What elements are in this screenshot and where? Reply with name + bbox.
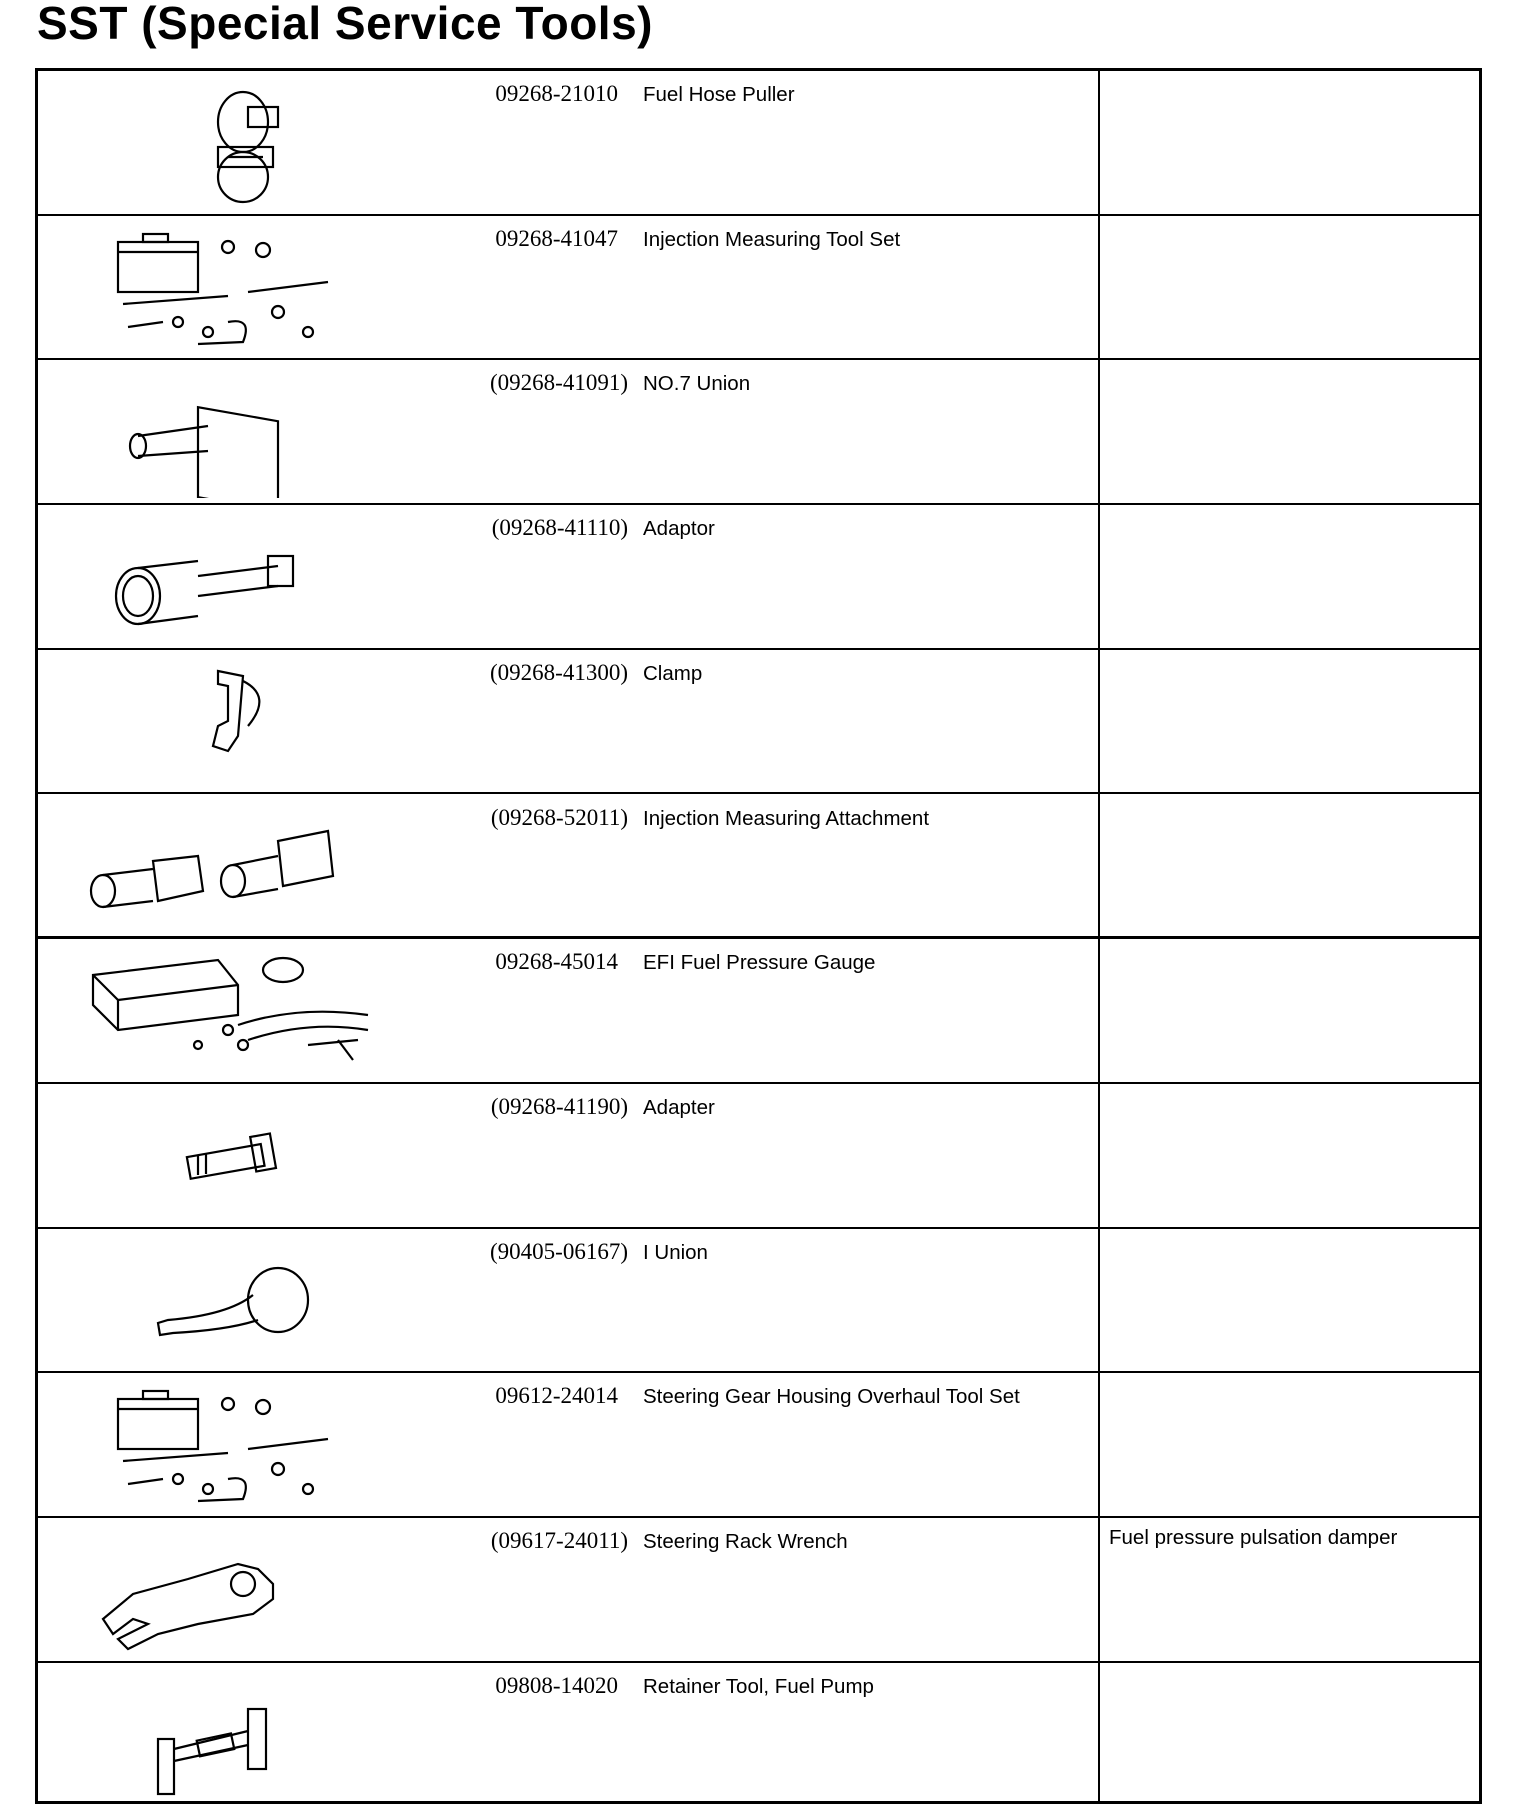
table-row — [38, 650, 1479, 795]
tool-name: Steering Rack Wrench — [643, 1530, 848, 1553]
part-number: (09268-41110) — [491, 515, 628, 541]
table-row — [38, 360, 1479, 505]
part-number: 09268-45014 — [495, 949, 618, 975]
tool-name: Injection Measuring Tool Set — [643, 227, 901, 251]
table-row — [38, 939, 1479, 1084]
clamp-icon — [78, 656, 408, 788]
tool-name: I Union — [643, 1240, 708, 1264]
union-icon — [78, 366, 408, 498]
part-number: (09268-41091) — [490, 370, 628, 396]
tool-name: Steering Gear Housing Overhaul Tool Set — [643, 1385, 1020, 1409]
tool-note: Fuel pressure pulsation damper — [1109, 1526, 1398, 1549]
tool-name: Retainer Tool, Fuel Pump — [643, 1674, 874, 1698]
bolt-adapter-icon — [78, 1090, 408, 1222]
part-number: (90405-06167) — [490, 1238, 628, 1264]
tool-name: Fuel Hose Puller — [643, 83, 795, 106]
part-number: 09268-21010 — [495, 81, 618, 106]
table-row — [38, 795, 1479, 940]
page-title: SST (Special Service Tools) — [37, 0, 653, 49]
part-number: 09612-24014 — [495, 1383, 618, 1409]
tool-name: Adaptor — [643, 517, 715, 541]
part-number: (09268-41300) — [490, 659, 628, 685]
sst-table — [35, 68, 1482, 1804]
tool-set-case-icon — [78, 222, 408, 354]
tool-name: EFI Fuel Pressure Gauge — [643, 951, 876, 975]
wrench-icon — [78, 1524, 408, 1656]
i-union-icon — [78, 1235, 408, 1367]
gauge-case-icon — [78, 945, 408, 1077]
fuel-hose-puller-icon — [78, 77, 408, 209]
part-number: (09617-24011) — [490, 1528, 628, 1553]
table-row — [38, 505, 1479, 650]
part-number: (09268-52011) — [490, 804, 628, 830]
tool-name: Clamp — [643, 661, 703, 685]
part-number: 09268-41047 — [495, 225, 618, 251]
attachment-icon — [78, 801, 408, 933]
tool-name: NO.7 Union — [643, 372, 751, 396]
part-number: 09808-14020 — [495, 1672, 618, 1698]
retainer-tool-icon — [78, 1669, 408, 1801]
tool-name: Adapter — [643, 1095, 715, 1119]
table-row — [38, 1373, 1479, 1518]
tool-name: Injection Measuring Attachment — [643, 806, 930, 830]
table-row — [38, 71, 1479, 216]
tool-set-case-icon — [78, 1379, 408, 1511]
table-row — [38, 1663, 1479, 1808]
table-row — [38, 1229, 1479, 1374]
adaptor-icon — [78, 511, 408, 643]
table-row — [38, 1518, 1479, 1663]
table-row — [38, 216, 1479, 361]
part-number: (09268-41190) — [490, 1093, 628, 1119]
table-row — [38, 1084, 1479, 1229]
